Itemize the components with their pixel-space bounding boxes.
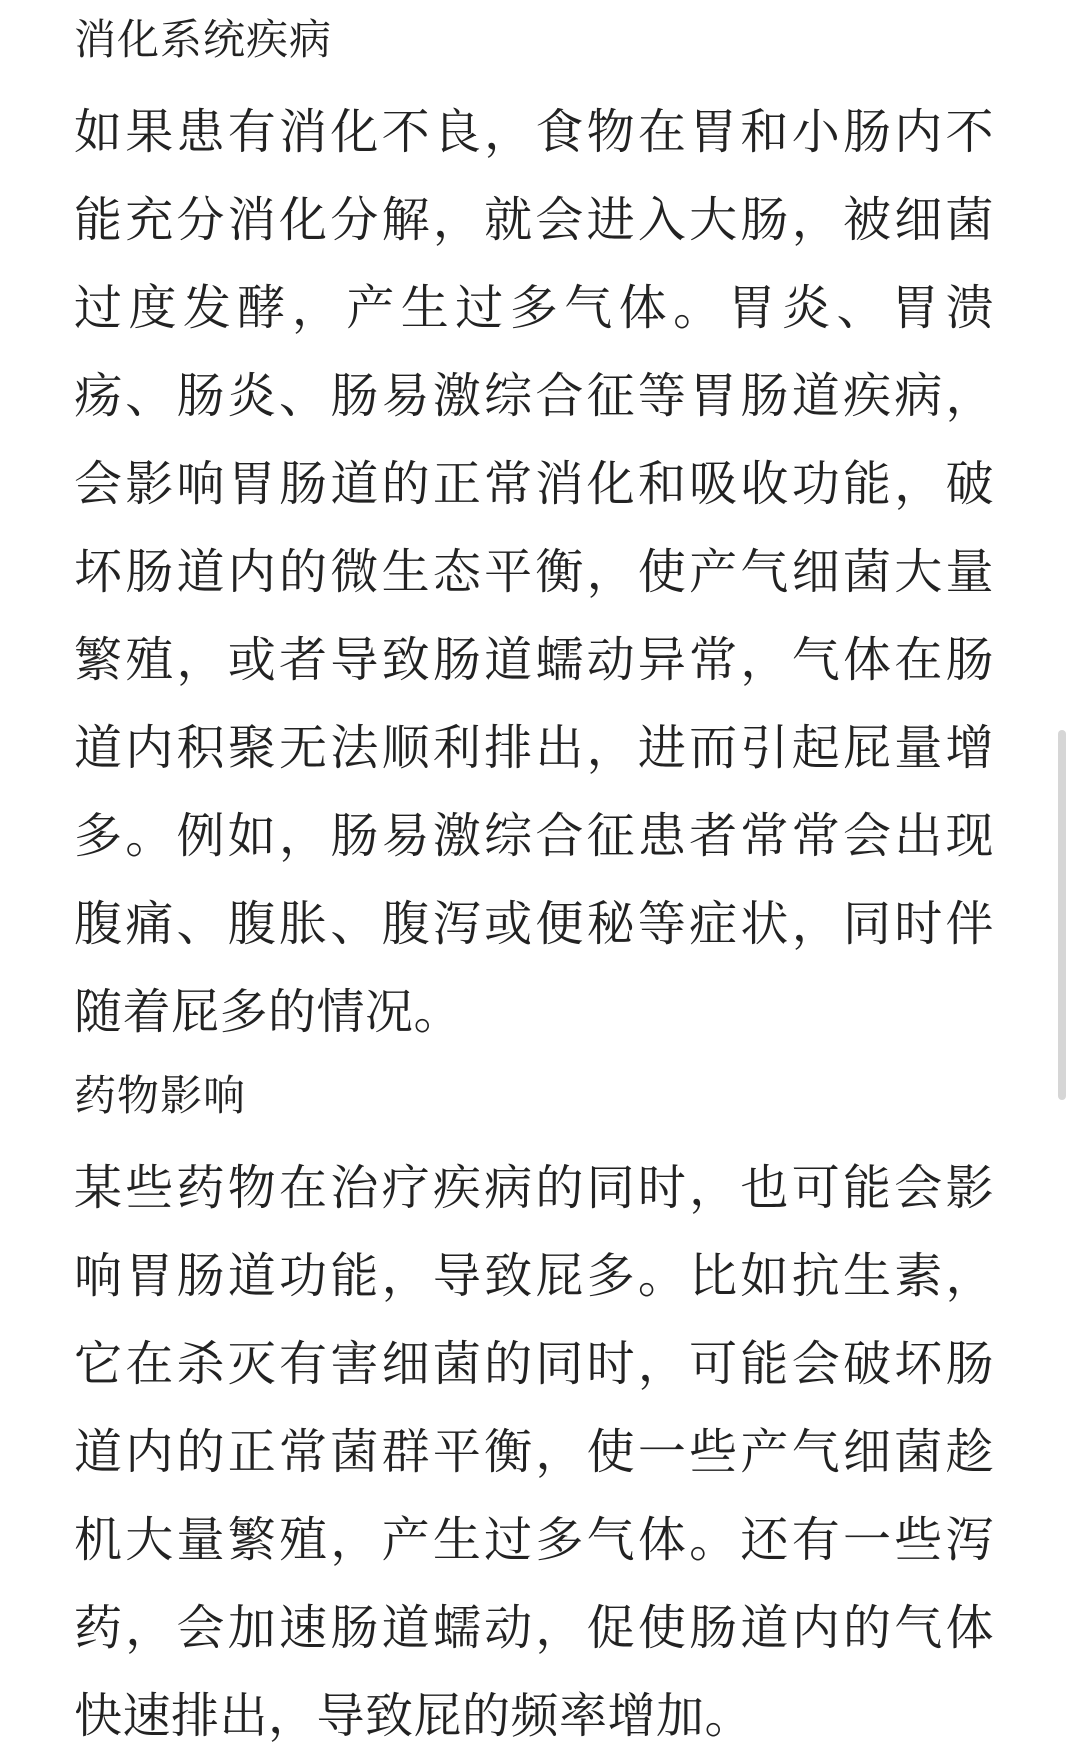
vertical-scrollbar[interactable] <box>1056 0 1080 1694</box>
article <box>74 0 994 1760</box>
section-body-digestive-diseases: 如果患有消化不良，食物在胃和小肠内不能充分消化分解，就会进入大肠，被细菌过度发酵，产生过多气体。胃炎、胃溃疡、肠炎、肠易激综合征等胃肠道疾病，会影响胃肠道的正常消化和吸收功能，破坏肠道内的微生态平衡，使产气细菌大量繁殖，或者导致肠道蠕动异常，气体在肠道内积聚无法顺利排出，进而引起屁量增多。例如，肠易激综合征患者常常会出现腹痛、腹胀、腹泻或便秘等症状，同时伴随着屁多的情况。 <box>74 104 994 1040</box>
section-heading-digestive-diseases: 消化系统疾病 <box>74 15 333 64</box>
section-body-drug-effects: 某些药物在治疗疾病的同时，也可能会影响胃肠道功能，导致屁多。比如抗生素，它在杀灭有害细菌的同时，可能会破坏肠道内的正常菌群平衡，使一些产气细菌趁机大量繁殖，产生过多气体。还有一些泻药，会加速肠道蠕动，促使肠道内的气体快速排出，导致屁的频率增加。 <box>74 1160 994 1744</box>
scrollbar-thumb[interactable] <box>1058 730 1066 1100</box>
section-heading-drug-effects: 药物影响 <box>74 1071 247 1120</box>
